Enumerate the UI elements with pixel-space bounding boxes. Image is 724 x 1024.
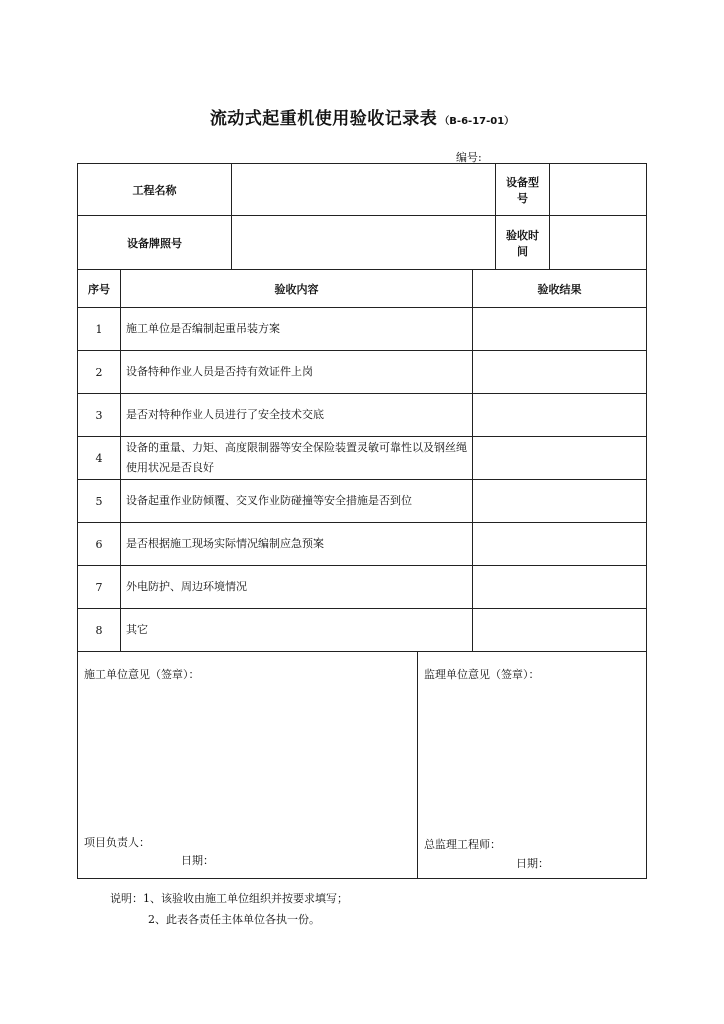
item-number: 6 <box>78 523 121 566</box>
acceptance-table <box>77 163 647 879</box>
contractor-date-label: 日期： <box>181 854 214 867</box>
item-content: 是否根据施工现场实际情况编制应急预案 <box>121 523 473 566</box>
item-content: 施工单位是否编制起重吊装方案 <box>121 308 473 351</box>
item-number: 8 <box>78 609 121 652</box>
item-number: 4 <box>78 437 121 480</box>
item-number: 2 <box>78 351 121 394</box>
header-row-1 <box>78 164 647 216</box>
contractor-opinion-label: 施工单位意见（签章）： <box>84 668 200 681</box>
header-row-2 <box>78 216 647 270</box>
item-result-field[interactable] <box>473 523 647 566</box>
table-row <box>78 480 647 523</box>
equipment-model-field[interactable] <box>550 164 647 216</box>
seq-header: 序号 <box>78 270 121 308</box>
item-number: 7 <box>78 566 121 609</box>
equipment-plate-field[interactable] <box>232 216 496 270</box>
item-result-field[interactable] <box>473 308 647 351</box>
notes <box>110 888 348 930</box>
project-manager-label: 项目负责人： <box>84 836 150 849</box>
item-content: 设备特种作业人员是否持有效证件上岗 <box>121 351 473 394</box>
table-row <box>78 437 647 480</box>
table-row <box>78 351 647 394</box>
contractor-opinion-box[interactable] <box>78 652 418 879</box>
item-result-field[interactable] <box>473 437 647 480</box>
number-label: 编号: <box>456 151 482 164</box>
note-line-2: 2、此表各责任主体单位各执一份。 <box>148 913 320 926</box>
item-content: 设备的重量、力矩、高度限制器等安全保险装置灵敏可靠性以及钢丝绳使用状况是否良好 <box>121 437 473 480</box>
item-number: 1 <box>78 308 121 351</box>
table-row <box>78 308 647 351</box>
supervisor-opinion-label: 监理单位意见（签章）： <box>424 668 540 681</box>
item-result-field[interactable] <box>473 480 647 523</box>
acceptance-time-label: 验收时间 <box>496 216 550 270</box>
item-content: 设备起重作业防倾覆、交叉作业防碰撞等安全措施是否到位 <box>121 480 473 523</box>
chief-supervisor-label: 总监理工程师： <box>424 838 501 851</box>
content-header: 验收内容 <box>121 270 473 308</box>
equipment-model-label: 设备型号 <box>496 164 550 216</box>
title-text: 流动式起重机使用验收记录表 <box>209 109 438 129</box>
item-content: 外电防护、周边环境情况 <box>121 566 473 609</box>
item-content: 是否对特种作业人员进行了安全技术交底 <box>121 394 473 437</box>
item-number: 3 <box>78 394 121 437</box>
item-number: 5 <box>78 480 121 523</box>
form-code: （B-6-17-01） <box>439 116 515 127</box>
table-row <box>78 394 647 437</box>
acceptance-time-field[interactable] <box>550 216 647 270</box>
signature-row <box>78 652 647 879</box>
project-name-label: 工程名称 <box>78 164 232 216</box>
table-row <box>78 566 647 609</box>
note-line-1: 说明：1、该验收由施工单位组织并按要求填写； <box>110 892 348 905</box>
project-name-field[interactable] <box>232 164 496 216</box>
item-result-field[interactable] <box>473 394 647 437</box>
item-result-field[interactable] <box>473 351 647 394</box>
supervisor-date-label: 日期： <box>516 857 549 870</box>
table-row <box>78 609 647 652</box>
table-row <box>78 523 647 566</box>
supervisor-opinion-box[interactable] <box>418 652 647 879</box>
item-result-field[interactable] <box>473 566 647 609</box>
result-header: 验收结果 <box>473 270 647 308</box>
item-result-field[interactable] <box>473 609 647 652</box>
column-header-row <box>78 270 647 308</box>
form-title <box>0 104 724 129</box>
equipment-plate-label: 设备牌照号 <box>78 216 232 270</box>
item-content: 其它 <box>121 609 473 652</box>
